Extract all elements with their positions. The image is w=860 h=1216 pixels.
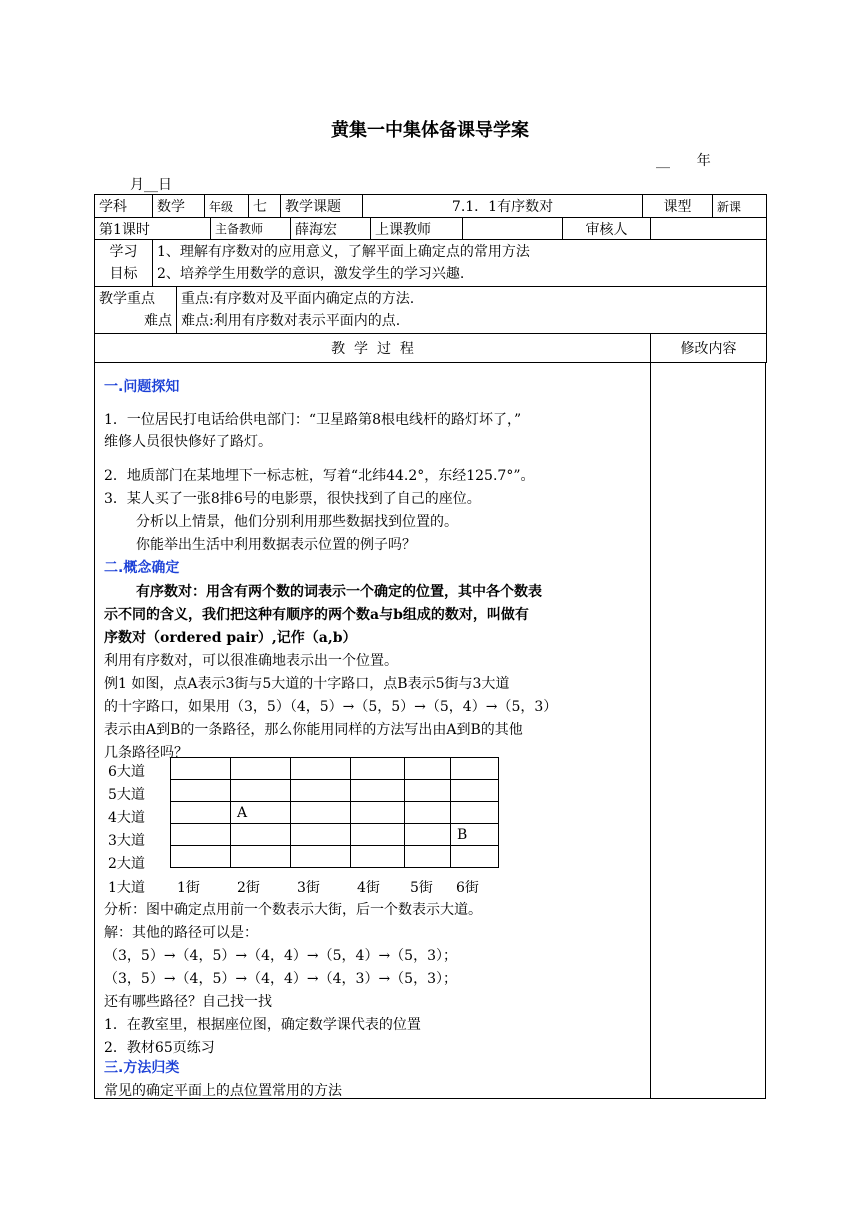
statement: 利用有序数对，可以很准确地表示出一个位置。: [104, 653, 398, 669]
avenue-label-6: 6大道: [108, 764, 145, 780]
process-header-row: [94, 333, 767, 363]
definition-line-1: 有序数对：用含有两个数的词表示一个确定的位置，其中各个数表: [136, 584, 542, 600]
exercise-1: 1．在教室里，根据座位图，确定数学课代表的位置: [104, 1017, 421, 1033]
focus-label-2: 难点: [144, 313, 172, 329]
avenue-label-4: 4大道: [108, 810, 145, 826]
solution-label: 解：其他的路径可以是：: [104, 925, 258, 941]
focus-key: 重点:有序数对及平面内确定点的方法.: [181, 291, 415, 307]
example-line-1: 例1 如图，点A表示3街与5大道的十字路口，点B表示5街与3大道: [104, 676, 510, 692]
path-2: （3，5）→（4，5）→（4，4）→（4，3）→（5，3）；: [104, 971, 457, 987]
avenue-label-1: 1大道: [108, 880, 145, 896]
goal-2: 2、培养学生用数学的意识，激发学生的学习兴趣.: [157, 266, 465, 282]
subject-value: 数学: [153, 195, 205, 218]
grade-label: 年级: [205, 195, 249, 218]
revise-label: 修改内容: [651, 334, 767, 363]
subject-label: 学科: [95, 195, 153, 218]
analysis-1: 分析以上情景，他们分别利用那些数据找到位置的。: [136, 514, 458, 530]
street-label-5: 5街: [410, 880, 433, 896]
point-a-label: A: [231, 802, 291, 824]
section-2-title: 二.概念确定: [104, 560, 180, 576]
focus-row: [94, 286, 767, 334]
street-grid: [170, 757, 499, 868]
definition-line-2: 示不同的含义，我们把这种有顺序的两个数a与b组成的数对，叫做有: [104, 607, 529, 623]
avenue-label-5: 5大道: [108, 787, 145, 803]
analysis-2: 分析：图中确定点用前一个数表示大街，后一个数表示大道。: [104, 902, 482, 918]
focus-difficult: 难点:利用有序数对表示平面内的点.: [181, 313, 401, 329]
date-month-day: 月__日: [130, 177, 172, 193]
street-label-6: 6街: [456, 880, 479, 896]
process-divider: [650, 362, 651, 1099]
find-more: 还有哪些路径？自己找一找: [104, 994, 272, 1010]
problem-3: 3．某人买了一张8排6号的电影票，很快找到了自己的座位。: [104, 491, 481, 507]
reviewer-value: [651, 218, 767, 240]
topic-label: 教学课题: [281, 195, 363, 218]
date-year: __ 年: [656, 153, 711, 169]
section-3-title: 三.方法归类: [104, 1060, 180, 1076]
problem-1a: 1．一位居民打电话给供电部门：“卫星路第8根电线杆的路灯坏了，”: [104, 412, 522, 428]
goal-label-2: 目标: [109, 266, 138, 282]
street-label-4: 4街: [357, 880, 380, 896]
class-teacher-label: 上课教师: [371, 218, 463, 240]
section-1-title: 一.问题探知: [104, 379, 180, 395]
lead-teacher-label: 主备教师: [211, 218, 291, 240]
process-label: 教 学 过 程: [95, 334, 651, 363]
topic-value: 7.1．1有序数对: [363, 195, 643, 218]
avenue-label-3: 3大道: [108, 833, 145, 849]
lead-teacher-value: 薛海宏: [291, 218, 371, 240]
avenue-label-2: 2大道: [108, 856, 145, 872]
exercise-2: 2．教材65页练习: [104, 1040, 215, 1056]
grade-value: 七: [249, 195, 281, 218]
definition-line-3: 序数对（ordered pair）,记作（a,b）: [104, 630, 357, 646]
focus-label-1: 教学重点: [99, 291, 155, 307]
problem-1b: 维修人员很快修好了路灯。: [104, 434, 272, 450]
type-value: 新课: [713, 195, 767, 218]
problem-2: 2．地质部门在某地埋下一标志桩，写着“北纬44.2°，东经125.7°”。: [104, 468, 535, 484]
street-label-2: 2街: [237, 880, 260, 896]
method-summary: 常见的确定平面上的点位置常用的方法: [104, 1083, 342, 1099]
reviewer-label: 审核人: [563, 218, 651, 240]
type-label: 课型: [643, 195, 713, 218]
path-1: （3，5）→（4，5）→（4，4）→（5，4）→（5，3）；: [104, 948, 457, 964]
goals-row: [94, 239, 767, 287]
class-teacher-value: [463, 218, 563, 240]
header-row-1: [94, 194, 767, 218]
goal-1: 1、理解有序数对的应用意义，了解平面上确定点的常用方法: [157, 244, 530, 260]
example-line-4: 几条路径吗？: [104, 745, 188, 761]
point-b-label: B: [451, 824, 499, 846]
header-row-2: [94, 217, 767, 240]
goal-label-1: 学习: [109, 244, 138, 260]
street-label-1: 1街: [177, 880, 200, 896]
street-label-3: 3街: [297, 880, 320, 896]
example-line-3: 表示由A到B的一条路径，那么你能用同样的方法写出由A到B的其他: [104, 722, 523, 738]
question-1: 你能举出生活中利用数据表示位置的例子吗？: [136, 537, 416, 553]
document-title: 黄集一中集体备课导学案: [331, 120, 529, 141]
example-line-2: 的十字路口，如果用（3，5）（4，5）→（5，5）→（5，4）→（5，3）: [104, 699, 558, 715]
period-label: 第1课时: [95, 218, 211, 240]
